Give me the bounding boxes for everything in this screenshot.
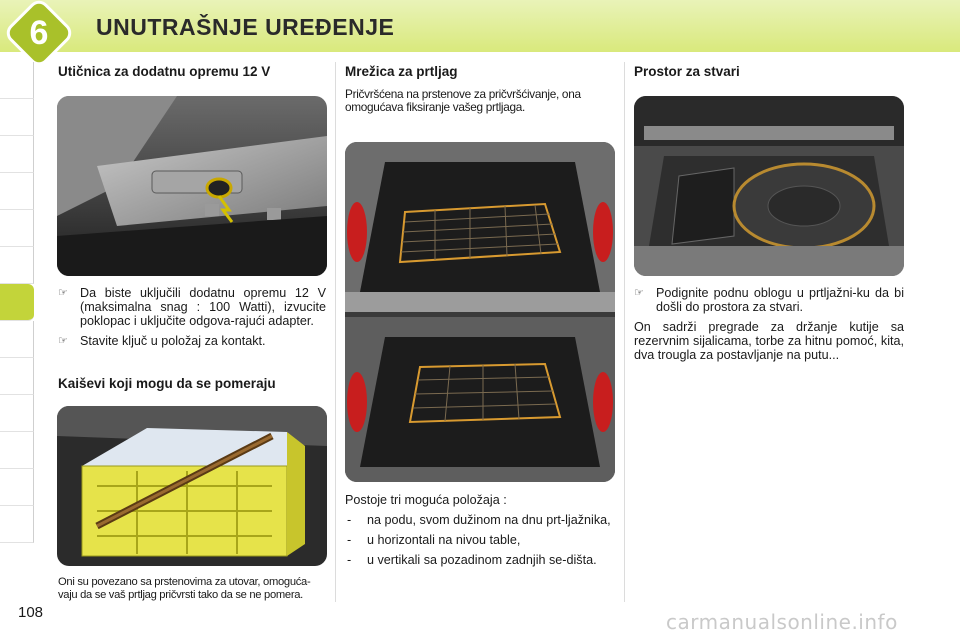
section-title-storage: Prostor za stvari [634,64,740,79]
outlet-illustration [57,96,327,276]
section-title-straps: Kaiševi koji mogu da se pomeraju [58,376,276,391]
side-tab[interactable] [0,136,34,173]
dash-marker: - [347,553,352,567]
side-tab[interactable] [0,173,34,210]
dash-marker: - [347,533,352,547]
list-item: ☞ Da biste uključili dodatnu opremu 12 V (maksimalna snag : 100 Watti), izvucite poklopac i uključite odgova-rajući adapter. [58,286,326,328]
net-positions [345,493,617,573]
dash-marker: - [347,513,352,527]
pointing-hand-icon: ☞ [634,287,644,299]
pointing-hand-icon: ☞ [58,335,68,347]
storage-illustration [634,96,904,276]
section-title-net: Mrežica za prtljag [345,64,458,79]
side-tab[interactable] [0,99,34,136]
side-tab[interactable] [0,395,34,432]
storage-text [634,286,904,368]
net-positions-intro: Postoje tri moguća položaja : [345,493,507,507]
list-item: - na podu, svom dužinom na dnu prt-ljažnika, [347,513,611,527]
net-intro: Pričvršćena na prstenove za pričvršćivanje, ona omogućava fiksiranje vašeg prtljaga. [345,87,581,114]
photo-luggage-net [345,142,615,482]
side-tabs [0,62,34,543]
straps-caption: Oni su povezano sa prstenovima za utovar, omoguća-vaju da se vaš prtljag pričvrsti tako da se ne pomera. [58,576,311,601]
side-tab[interactable] [0,432,34,469]
side-tab[interactable] [0,506,34,543]
side-tab[interactable] [0,469,34,506]
list-item: ☞ Stavite ključ u položaj za kontakt. [58,334,266,348]
column-divider [624,62,625,602]
side-tab-active[interactable] [0,284,34,321]
photo-movable-straps [57,406,327,566]
side-tab[interactable] [0,62,34,99]
photo-storage-compartment [634,96,904,276]
storage-body: On sadrži pregrade za držanje kutije sa rezervnim sijalicama, torbe za hitnu pomoć, kita, dva trougla za postavljanje na putu... [634,320,904,362]
side-tab[interactable] [0,358,34,395]
outlet-instructions [58,286,326,354]
list-item: - u horizontali na nivou table, [347,533,521,547]
side-tab[interactable] [0,321,34,358]
side-tab[interactable] [0,247,34,284]
straps-illustration [57,406,327,566]
page-number: 108 [18,604,44,621]
list-item: - u vertikali sa pozadinom zadnjih se-dišta. [347,553,597,567]
section-title-outlet: Utičnica za dodatnu opremu 12 V [58,64,271,79]
watermark: carmanualsonline.info [666,610,898,634]
chapter-number: 6 [29,13,49,52]
side-tab[interactable] [0,210,34,247]
list-item: ☞ Podignite podnu oblogu u prtljažni-ku da bi došli do prostora za stvari. [634,286,904,314]
net-illustration [345,142,615,482]
chapter-title: UNUTRAŠNJE UREĐENJE [96,14,395,40]
photo-12v-outlet [57,96,327,276]
column-divider [335,62,336,602]
pointing-hand-icon: ☞ [58,287,68,299]
